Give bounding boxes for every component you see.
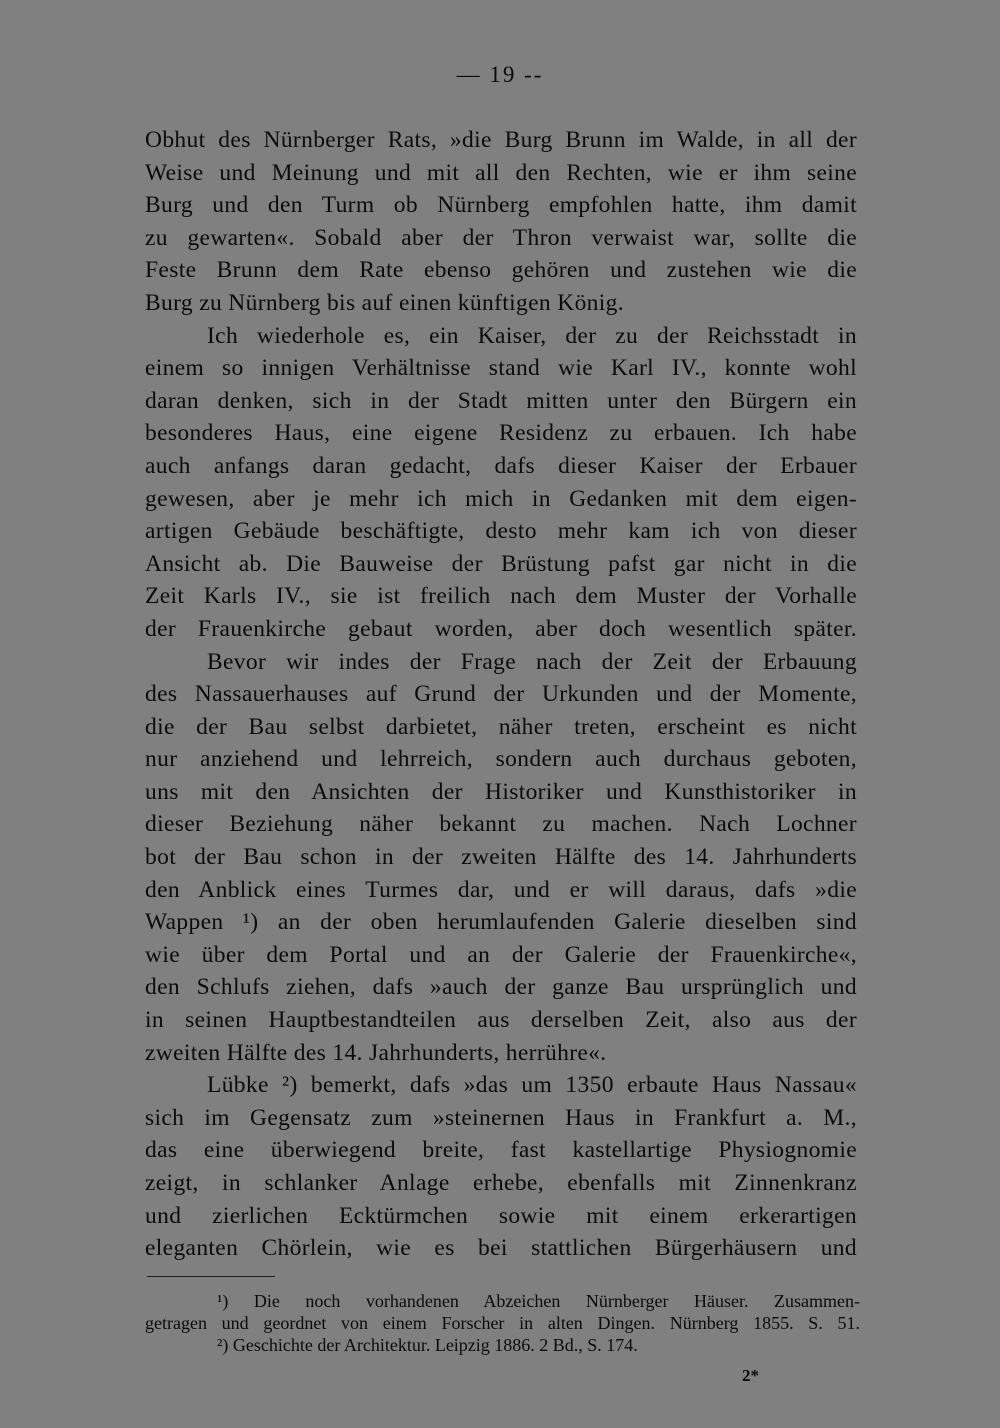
body-text: [145, 124, 857, 1265]
page-number-header: — 19 --: [456, 62, 544, 87]
text-line: und zierlichen Ecktürmchen sowie mit einem erkerartigen: [145, 1202, 857, 1229]
text-line: das eine überwiegend breite, fast kastellartige Physiognomie: [145, 1137, 857, 1164]
footnotes: [145, 1290, 860, 1356]
text-line: der Frauenkirche gebaut worden, aber doch wesentlich später.: [145, 615, 857, 642]
text-line: den Schlufs ziehen, dafs »auch der ganze Bau ursprünglich und: [145, 974, 857, 1001]
footnote-line: ²) Geschichte der Architektur. Leipzig 1886. 2 Bd., S. 174.: [217, 1335, 638, 1355]
text-line: Ansicht ab. Die Bauweise der Brüstung pafst gar nicht in die: [145, 550, 857, 577]
text-line: artigen Gebäude beschäftigte, desto mehr kam ich von dieser: [145, 518, 857, 545]
footnote-line: ¹) Die noch vorhandenen Abzeichen Nürnberger Häuser. Zusammen-: [217, 1291, 860, 1311]
text-line: die der Bau selbst darbietet, näher treten, erscheint es nicht: [145, 713, 857, 740]
text-line: Ich wiederhole es, ein Kaiser, der zu der Reichsstadt in: [207, 322, 857, 349]
text-line: Burg zu Nürnberg bis auf einen künftigen König.: [145, 289, 624, 316]
footnote-separator: [147, 1276, 275, 1277]
text-line: bot der Bau schon in der zweiten Hälfte des 14. Jahrhunderts: [145, 844, 857, 871]
text-line: auch anfangs daran gedacht, dafs dieser Kaiser der Erbauer: [145, 452, 857, 479]
text-line: Lübke ²) bemerkt, dafs »das um 1350 erbaute Haus Nassau«: [207, 1072, 857, 1099]
text-line: einem so innigen Verhältnisse stand wie Karl IV., konnte wohl: [145, 355, 857, 382]
footnote-line: getragen und geordnet von einem Forscher in alten Dingen. Nürnberg 1855. S. 51.: [145, 1313, 860, 1333]
text-line: Bevor wir indes der Frage nach der Zeit der Erbauung: [207, 648, 857, 675]
text-line: dieser Beziehung näher bekannt zu machen. Nach Lochner: [145, 811, 857, 838]
text-line: wie über dem Portal und an der Galerie der Frauenkirche«,: [145, 941, 857, 968]
text-line: Feste Brunn dem Rate ebenso gehören und zustehen wie die: [145, 257, 857, 284]
text-line: den Anblick eines Turmes dar, und er will daraus, dafs »die: [145, 876, 857, 903]
text-line: besonderes Haus, eine eigene Residenz zu erbauen. Ich habe: [145, 420, 857, 447]
text-line: eleganten Chörlein, wie es bei stattlichen Bürgerhäusern und: [145, 1235, 857, 1262]
text-line: daran denken, sich in der Stadt mitten unter den Bürgern ein: [145, 387, 857, 414]
text-line: des Nassauerhauses auf Grund der Urkunden und der Momente,: [145, 681, 857, 708]
text-line: in seinen Hauptbestandteilen aus derselben Zeit, also aus der: [145, 1007, 857, 1034]
text-line: gewesen, aber je mehr ich mich in Gedanken mit dem eigen-: [145, 485, 857, 512]
text-line: sich im Gegensatz zum »steinernen Haus in Frankfurt a. M.,: [145, 1104, 857, 1131]
text-line: Burg und den Turm ob Nürnberg empfohlen hatte, ihm damit: [145, 192, 857, 219]
text-line: Weise und Meinung und mit all den Rechten, wie er ihm seine: [145, 159, 857, 186]
text-line: Wappen ¹) an der oben herumlaufenden Galerie dieselben sind: [145, 909, 857, 936]
text-line: Obhut des Nürnberger Rats, »die Burg Brunn im Walde, in all der: [145, 127, 857, 153]
text-line: Zeit Karls IV., sie ist freilich nach dem Muster der Vorhalle: [145, 583, 857, 610]
text-line: zeigt, in schlanker Anlage erhebe, ebenfalls mit Zinnenkranz: [145, 1170, 857, 1196]
text-line: uns mit den Ansichten der Historiker und Kunsthistoriker in: [145, 778, 857, 805]
signature-mark: 2*: [742, 1366, 759, 1385]
text-line: zweiten Hälfte des 14. Jahrhunderts, herrühre«.: [145, 1039, 607, 1066]
text-line: nur anziehend und lehrreich, sondern auch durchaus geboten,: [145, 746, 857, 773]
text-line: zu gewarten«. Sobald aber der Thron verwaist war, sollte die: [145, 224, 857, 251]
